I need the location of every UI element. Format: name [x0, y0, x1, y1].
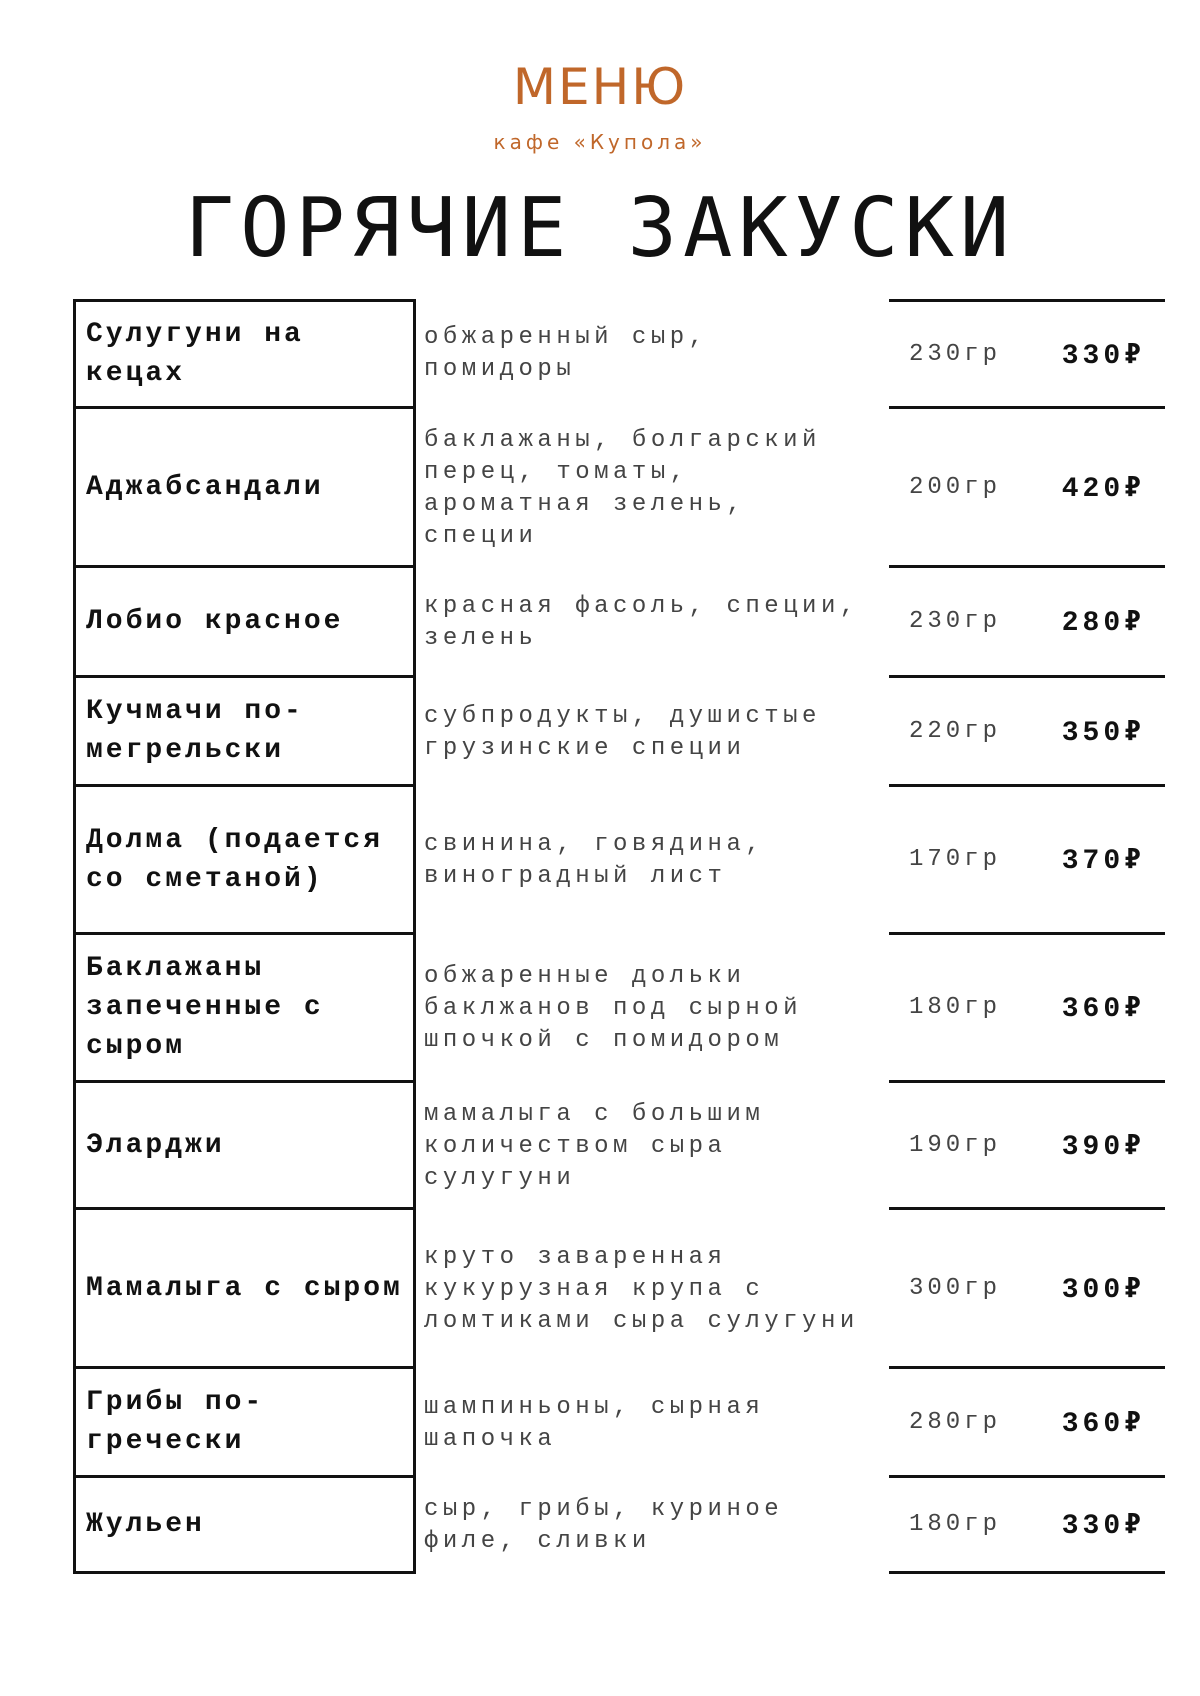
item-price-cell	[889, 1210, 1165, 1369]
item-description: обжаренные дольки баклжанов под сырной шпочкой с помидором	[424, 963, 803, 1054]
item-price-cell	[889, 1369, 1165, 1478]
item-weight: 180гр	[909, 994, 1002, 1021]
item-name: Грибы по-гречески	[73, 1369, 416, 1478]
item-price: 330₽	[1061, 340, 1145, 372]
item-description: мамалыга с большим количеством сыра сулугуни	[424, 1100, 765, 1192]
item-price: 390₽	[1061, 1131, 1145, 1163]
item-name: Сулугуни на кецах	[73, 299, 416, 409]
item-price-cell	[889, 1083, 1165, 1210]
item-price: 360₽	[1061, 994, 1145, 1025]
item-price-cell	[889, 568, 1165, 678]
item-weight: 180гр	[909, 1511, 1002, 1538]
item-weight: 280гр	[909, 1408, 1002, 1436]
item-description: обжаренный сыр, помидоры	[424, 324, 708, 383]
item-name: Баклажаны запеченные с сыром	[73, 935, 416, 1083]
item-description: свинина, говядина, виноградный лист	[424, 831, 765, 890]
item-weight: 230гр	[909, 608, 1002, 635]
menu-item	[73, 568, 1165, 678]
item-price-cell	[889, 678, 1165, 787]
menu-item	[73, 1478, 1165, 1574]
item-price-cell	[889, 935, 1165, 1083]
menu-item	[73, 1210, 1165, 1369]
item-name: Эларджи	[73, 1083, 416, 1210]
item-price: 330₽	[1061, 1511, 1145, 1542]
item-weight: 220гр	[909, 717, 1002, 745]
menu-item	[73, 678, 1165, 787]
menu-item	[73, 299, 1165, 409]
item-price: 300₽	[1061, 1274, 1145, 1306]
menu-item	[73, 1369, 1165, 1478]
item-description: баклажаны, болгарский перец, томаты, ароматная зелень, специи	[424, 426, 821, 550]
item-name: Кучмачи по-мегрельски	[73, 678, 416, 787]
item-name: Аджабсандали	[73, 409, 416, 568]
item-price: 350₽	[1061, 717, 1145, 749]
menu-table	[73, 299, 1165, 1574]
item-price-cell	[889, 299, 1165, 409]
cafe-name: кафе «Купола»	[493, 130, 707, 154]
item-price-cell	[889, 787, 1165, 935]
item-description: сыр, грибы, куриное филе, сливки	[424, 1496, 784, 1555]
menu-header	[0, 52, 1200, 154]
item-price-cell	[889, 1478, 1165, 1574]
item-weight: 190гр	[909, 1131, 1002, 1159]
section-title: ГОРЯЧИЕ ЗАКУСКИ	[184, 181, 1016, 276]
item-price: 360₽	[1061, 1408, 1145, 1440]
item-name: Долма (подается со сметаной)	[73, 787, 416, 935]
item-price: 280₽	[1061, 608, 1145, 639]
item-price: 420₽	[1061, 473, 1145, 505]
item-name: Жульен	[73, 1478, 416, 1574]
item-weight: 230гр	[909, 340, 1002, 368]
item-weight: 200гр	[909, 473, 1002, 501]
item-name: Лобио красное	[73, 568, 416, 678]
menu-title: МЕНЮ	[512, 58, 688, 116]
menu-item	[73, 787, 1165, 935]
item-description: субпродукты, душистые грузинские специи	[424, 702, 821, 762]
menu-item	[73, 409, 1165, 568]
item-description: круто заваренная кукурузная крупа с ломтиками сыра сулугуни	[424, 1243, 859, 1335]
item-name: Мамалыга с сыром	[73, 1210, 416, 1369]
menu-item	[73, 1083, 1165, 1210]
item-price-cell	[889, 409, 1165, 568]
item-price: 370₽	[1061, 846, 1145, 877]
item-weight: 300гр	[909, 1274, 1002, 1302]
menu-item	[73, 935, 1165, 1083]
item-weight: 170гр	[909, 846, 1002, 873]
item-description: шампиньоны, сырная шапочка	[424, 1393, 765, 1453]
item-description: красная фасоль, специи, зелень	[424, 593, 859, 652]
